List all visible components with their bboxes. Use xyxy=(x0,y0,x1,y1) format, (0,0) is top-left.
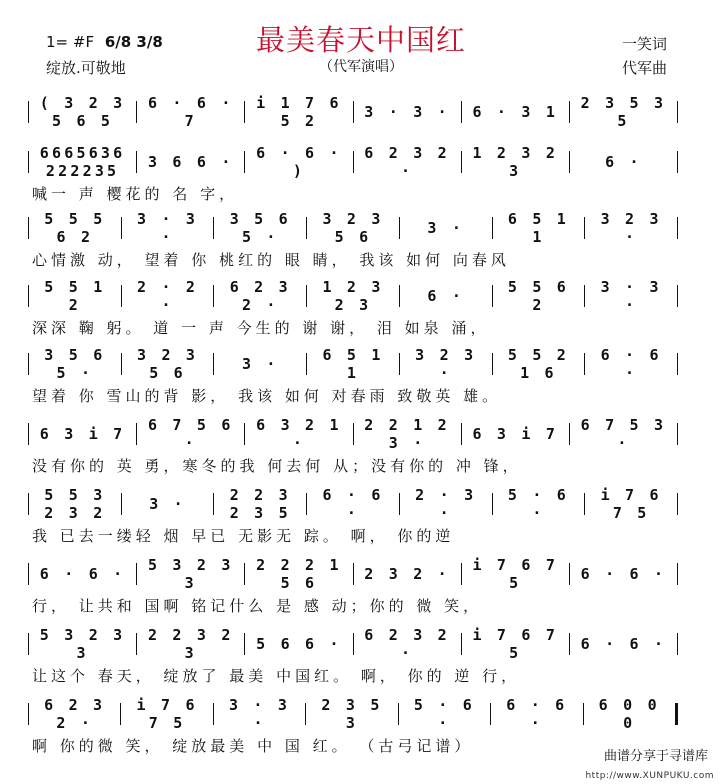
measure: 5 5 2 1 6 xyxy=(507,346,570,382)
barline xyxy=(244,633,245,655)
measure: 5 3 2 3 3 xyxy=(39,626,126,662)
measure: 6 2 3 2 · xyxy=(44,696,106,732)
lyrics-row: 没有你的 英 勇，寒冬的我 何去何 从；没有你的 冲 锋， xyxy=(32,457,522,475)
measure: 5 5 5 6 2 xyxy=(44,210,106,246)
notation-row xyxy=(22,626,684,662)
barline xyxy=(569,563,570,585)
measure: 3 5 6 5 · xyxy=(229,210,291,246)
measure: 3 5 6 5 · xyxy=(44,346,106,382)
barline xyxy=(569,633,570,655)
barline xyxy=(136,101,137,123)
measure: i 7 6 7 5 xyxy=(600,486,662,522)
measure: 5 · 6 · xyxy=(507,486,570,522)
measure: i 1 7 6 5 2 xyxy=(256,94,342,130)
barline xyxy=(677,633,678,655)
measure: 5 5 3 2 3 2 xyxy=(44,486,106,522)
barline xyxy=(28,101,29,123)
tempo-marking: 绽放.可敬地 xyxy=(46,59,126,77)
notation-row xyxy=(22,210,684,246)
measure: 3 · xyxy=(241,355,279,373)
measure: 6 · 3 1 xyxy=(472,103,559,121)
barline xyxy=(584,493,585,515)
barline xyxy=(677,423,678,445)
barline xyxy=(136,633,137,655)
barline xyxy=(584,353,585,375)
measure: 6 5 1 1 xyxy=(322,346,384,382)
measure: 3 · 3 · xyxy=(228,696,291,732)
measure: 6 · 6 · xyxy=(580,635,667,653)
notation-row xyxy=(22,486,684,522)
barline xyxy=(353,633,354,655)
lyrics-row: 喊一 声 樱花的 名 字， xyxy=(32,185,239,203)
barline xyxy=(28,423,29,445)
key-signature xyxy=(46,33,163,51)
barline xyxy=(306,217,307,239)
lyrics-row: 心情激 动， 望着 你 桃红的 眼 睛， 我该 如何 向春风 xyxy=(32,251,510,269)
site-url: http://www.XUNPUKU.com xyxy=(585,771,714,781)
score-system xyxy=(22,210,684,276)
measure: 6 5 1 1 xyxy=(507,210,570,246)
lyrics-row: 望着 你 雪山的背 影， 我该 如何 对春雨 致敬英 雄。 xyxy=(32,387,502,405)
barline xyxy=(28,353,29,375)
barline xyxy=(398,703,399,725)
measure: 6 7 5 3 · xyxy=(580,416,667,452)
measure: i 7 6 7 5 xyxy=(472,556,559,592)
measure: 6 7 5 6 · xyxy=(147,416,234,452)
measure: 2 · 2 · xyxy=(137,278,199,314)
measure: 6 2 3 2 · xyxy=(364,626,450,662)
lyrics-row: 啊 你的微 笑， 绽放最美 中 国 红。 （古弓记谱） xyxy=(32,737,474,755)
barline xyxy=(353,423,354,445)
barline xyxy=(213,493,214,515)
lyrics-row: 行， 让共和 国啊 铭记什么 是 感 动；你的 微 笑， xyxy=(32,597,483,615)
barline xyxy=(677,101,678,123)
barline xyxy=(121,493,122,515)
measure: 6 · 6 · xyxy=(600,346,662,382)
measure: 2 3 5 3 xyxy=(321,696,383,732)
barline xyxy=(121,217,122,239)
measure: 5 5 1 2 xyxy=(44,278,106,314)
measure: 3 2 3 · xyxy=(600,210,662,246)
notation-row xyxy=(22,696,684,732)
measure: 6 3 i 7 xyxy=(472,425,559,443)
measure: 3 6 6 · xyxy=(147,153,234,171)
barline xyxy=(28,151,29,173)
barline xyxy=(677,285,678,307)
barline xyxy=(306,493,307,515)
measure: 1 2 3 2 3 xyxy=(472,144,559,180)
barline xyxy=(569,151,570,173)
notation-row xyxy=(22,144,684,180)
measure: 6 0 0 0 xyxy=(598,696,660,732)
measure: 2 2 2 1 5 6 xyxy=(256,556,342,592)
measure: 2 3 5 3 5 xyxy=(580,94,667,130)
measure: 3 · 3 · xyxy=(600,278,662,314)
measure: 5 · 6 · xyxy=(413,696,475,732)
barline xyxy=(244,563,245,585)
barline xyxy=(353,101,354,123)
notation-row xyxy=(22,556,684,592)
final-barline xyxy=(675,703,678,725)
barline xyxy=(121,285,122,307)
barline xyxy=(399,493,400,515)
measure: 3 · 3 · xyxy=(364,103,450,121)
barline xyxy=(492,217,493,239)
barline xyxy=(28,217,29,239)
measure: 3 · xyxy=(427,219,465,237)
measure: 6 · 6 · xyxy=(322,486,384,522)
lyrics-row: 深深 鞠 躬。 道 一 声 今生的 谢 谢， 泪 如泉 涌， xyxy=(32,319,490,337)
measure: 2 2 3 2 3 5 xyxy=(229,486,291,522)
share-note: 曲谱分享于寻谱库 xyxy=(603,749,708,764)
barline xyxy=(121,353,122,375)
barline xyxy=(677,217,678,239)
barline xyxy=(244,151,245,173)
barline xyxy=(492,493,493,515)
measure: 6 · 6 · 7 xyxy=(147,94,234,130)
measure: 2 2 3 2 3 xyxy=(147,626,234,662)
barline xyxy=(244,423,245,445)
measure: i 7 6 7 5 xyxy=(472,626,559,662)
barline xyxy=(492,285,493,307)
barline xyxy=(353,563,354,585)
barline xyxy=(569,423,570,445)
measure: 1 2 3 2 3 xyxy=(322,278,384,314)
measure: 6 · 6 · ) xyxy=(256,144,342,180)
measure: 5 3 2 3 3 xyxy=(147,556,234,592)
notation-row xyxy=(22,94,684,130)
measure: 6 3 2 1 · xyxy=(256,416,342,452)
measure: 3 2 3 5 6 xyxy=(322,210,384,246)
barline xyxy=(399,353,400,375)
measure: 6665636 222235 xyxy=(39,144,126,180)
barline xyxy=(583,703,584,725)
barline xyxy=(461,423,462,445)
measure: i 7 6 7 5 xyxy=(136,696,198,732)
barline xyxy=(213,353,214,375)
barline xyxy=(213,285,214,307)
barline xyxy=(213,703,214,725)
measure: 6 2 3 2 · xyxy=(364,144,450,180)
measure: 3 · 3 · xyxy=(137,210,199,246)
barline xyxy=(584,217,585,239)
barline xyxy=(461,101,462,123)
score-system xyxy=(22,416,684,482)
barline xyxy=(306,353,307,375)
measure: 6 · 6 · xyxy=(580,565,667,583)
composer-credit: 代军曲 xyxy=(622,59,668,77)
lyrics-row: 让这个 春天， 绽放了 最美 中国红。 啊， 你的 逆 行， xyxy=(32,667,521,685)
measure: 6 · 6 · xyxy=(506,696,568,732)
barline xyxy=(120,703,121,725)
barline xyxy=(677,493,678,515)
score-system xyxy=(22,346,684,412)
barline xyxy=(28,285,29,307)
page-title: 最美春天中国红 xyxy=(255,23,466,57)
score-system xyxy=(22,626,684,692)
barline xyxy=(213,217,214,239)
barline xyxy=(136,563,137,585)
score-system xyxy=(22,144,684,210)
measure: 6 3 i 7 xyxy=(39,425,126,443)
score-system xyxy=(22,486,684,552)
notation-row xyxy=(22,416,684,452)
barline xyxy=(305,703,306,725)
key-label: 1= #F xyxy=(46,33,95,51)
measure: 3 2 3 · xyxy=(415,346,477,382)
barline xyxy=(353,151,354,173)
measure: 6 · xyxy=(427,287,465,305)
barline xyxy=(461,563,462,585)
measure: ( 3 2 3 5 6 5 xyxy=(39,94,126,130)
barline xyxy=(136,151,137,173)
measure: 5 6 6 · xyxy=(256,635,342,653)
barline xyxy=(677,151,678,173)
barline xyxy=(461,151,462,173)
lyricist-credit: 一笑词 xyxy=(622,35,668,53)
measure: 6 2 3 2 · xyxy=(229,278,291,314)
barline xyxy=(306,285,307,307)
barline xyxy=(399,217,400,239)
measure: 2 2 1 2 3 · xyxy=(364,416,450,452)
barline xyxy=(492,353,493,375)
time-signature: 6/8 3/8 xyxy=(104,33,163,51)
barline xyxy=(584,285,585,307)
barline xyxy=(136,423,137,445)
measure: 3 2 3 5 6 xyxy=(137,346,199,382)
barline xyxy=(28,563,29,585)
barline xyxy=(461,633,462,655)
barline xyxy=(677,353,678,375)
barline xyxy=(28,703,29,725)
barline xyxy=(490,703,491,725)
barline xyxy=(244,101,245,123)
barline xyxy=(28,633,29,655)
score-system xyxy=(22,278,684,344)
measure: 2 3 2 · xyxy=(364,565,450,583)
notation-row xyxy=(22,346,684,382)
barline xyxy=(569,101,570,123)
measure: 6 · xyxy=(605,153,642,171)
barline xyxy=(399,285,400,307)
measure: 2 · 3 · xyxy=(415,486,477,522)
barline xyxy=(28,493,29,515)
lyrics-row: 我 已去一缕轻 烟 早已 无影无 踪。 啊， 你的逆 xyxy=(32,527,455,545)
notation-row xyxy=(22,278,684,314)
measure: 6 · 6 · xyxy=(39,565,126,583)
barline xyxy=(677,563,678,585)
performer-credit: （代军演唱） xyxy=(319,59,403,75)
score-system xyxy=(22,556,684,622)
measure: 3 · xyxy=(149,495,186,513)
score-system xyxy=(22,696,684,762)
measure: 5 5 6 2 xyxy=(507,278,570,314)
